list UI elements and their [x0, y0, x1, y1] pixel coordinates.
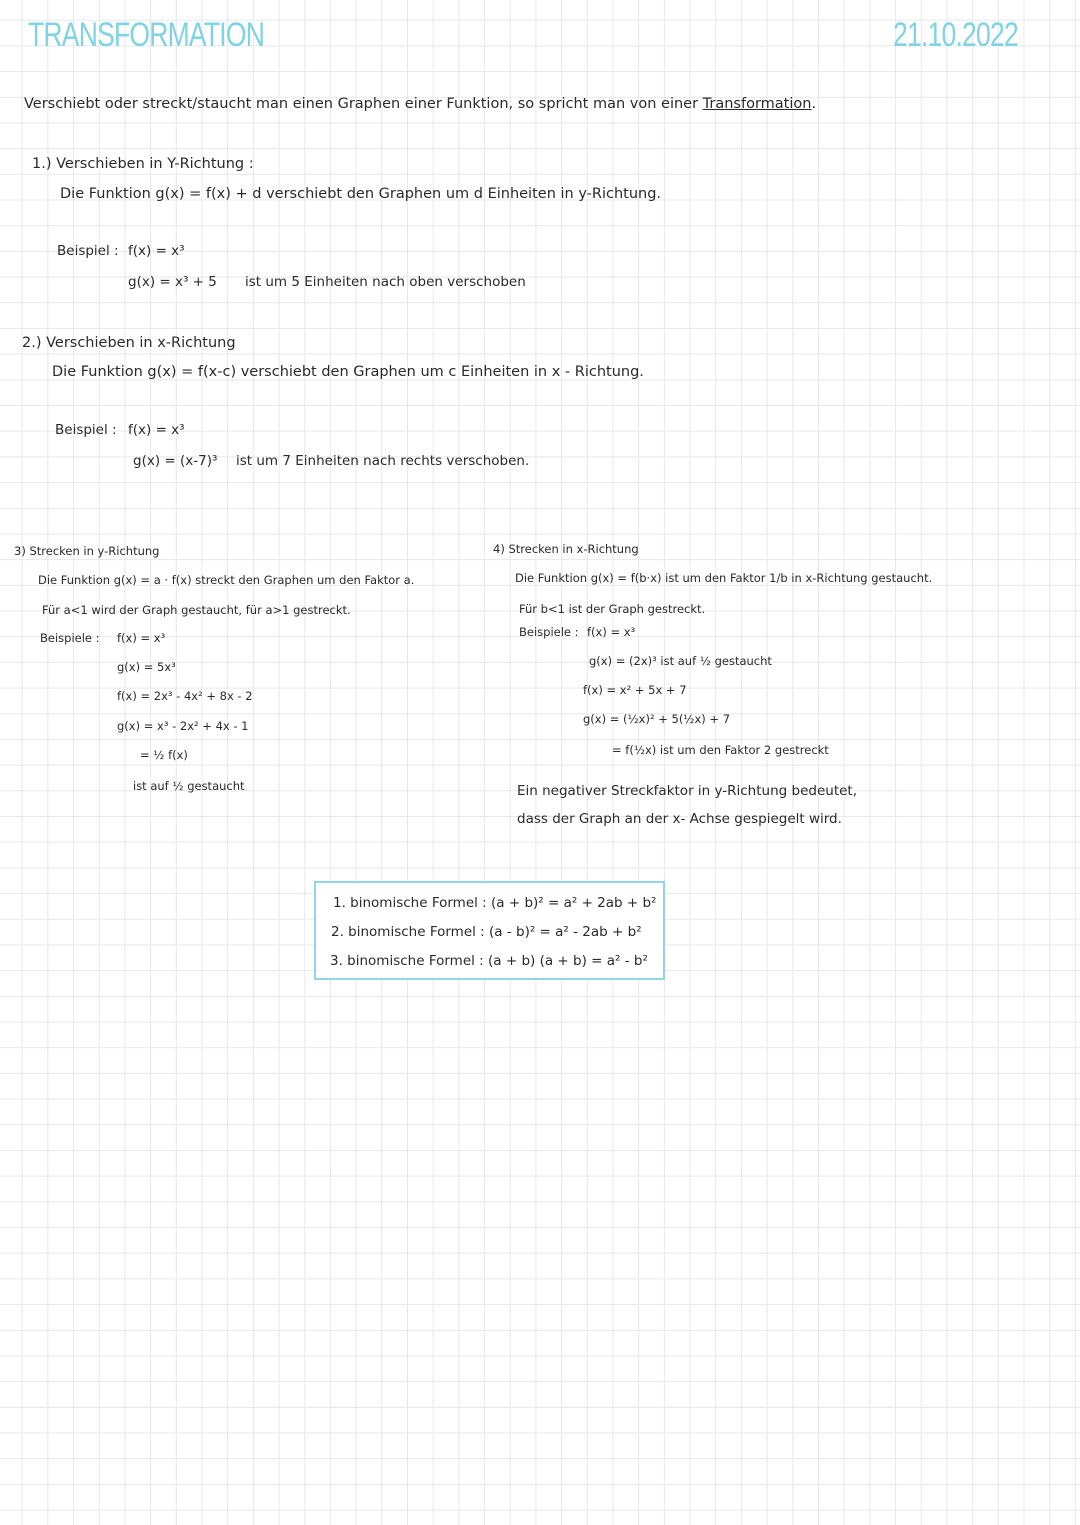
intro-end: . — [811, 96, 817, 112]
section1-rule: Die Funktion g(x) = f(x) + d verschiebt den Graphen um d Einheiten in y-Richtung. — [60, 186, 662, 202]
intro-term: Transformation — [702, 96, 812, 112]
section4-line: g(x) = (½x)² + 5(½x) + 7 — [583, 712, 731, 726]
section1-heading: 1.) Verschieben in Y-Richtung : — [32, 156, 254, 172]
section4-heading: 4) Strecken in x-Richtung — [493, 542, 639, 556]
section4-line: f(x) = x³ — [587, 625, 636, 639]
section4-line: f(x) = x² + 5x + 7 — [583, 683, 687, 697]
section3-example-label: Beispiele : — [40, 631, 100, 645]
section4-note: Ein negativer Streckfaktor in y-Richtung bedeutet, — [517, 783, 857, 799]
page-title: TRANSFORMATION — [28, 16, 265, 54]
binomial-formulas-box — [314, 881, 665, 980]
section3-line: f(x) = x³ — [117, 631, 166, 645]
section3-condition: Für a<1 wird der Graph gestaucht, für a>1 gestreckt. — [42, 603, 351, 617]
intro-text: Verschiebt oder streckt/staucht man einen Graphen einer Funktion, so spricht man von einer — [24, 96, 699, 112]
formula-1: 1. binomische Formel : (a + b)² = a² + 2ab + b² — [333, 895, 657, 911]
section2-heading: 2.) Verschieben in x-Richtung — [22, 335, 236, 351]
section3-line: g(x) = 5x³ — [117, 660, 176, 674]
section2-example-f: f(x) = x³ — [128, 422, 185, 438]
section2-rule: Die Funktion g(x) = f(x-c) verschiebt den Graphen um c Einheiten in x - Richtung. — [52, 364, 644, 380]
section4-condition: Für b<1 ist der Graph gestreckt. — [519, 602, 706, 616]
section2-example-g: g(x) = (x-7)³ — [133, 453, 218, 469]
section4-note: dass der Graph an der x- Achse gespiegelt wird. — [517, 811, 842, 827]
section4-line: g(x) = (2x)³ ist auf ½ gestaucht — [589, 654, 772, 668]
section3-line: ist auf ½ gestaucht — [133, 779, 245, 793]
section3-heading: 3) Strecken in y-Richtung — [14, 544, 160, 558]
section4-rule: Die Funktion g(x) = f(b·x) ist um den Faktor 1/b in x-Richtung gestaucht. — [515, 571, 933, 585]
section3-line: g(x) = x³ - 2x² + 4x - 1 — [117, 719, 249, 733]
section2-example-note: ist um 7 Einheiten nach rechts verschoben. — [236, 453, 530, 469]
section2-example-label: Beispiel : — [55, 422, 117, 438]
section3-rule: Die Funktion g(x) = a · f(x) streckt den Graphen um den Faktor a. — [38, 573, 415, 587]
section4-example-label: Beispiele : — [519, 625, 579, 639]
intro-paragraph — [24, 97, 816, 112]
section1-example-f: f(x) = x³ — [128, 243, 185, 259]
section1-example-note: ist um 5 Einheiten nach oben verschoben — [245, 274, 526, 290]
section1-example-label: Beispiel : — [57, 243, 119, 259]
section3-line: = ½ f(x) — [140, 748, 188, 762]
section4-line: = f(½x) ist um den Faktor 2 gestreckt — [612, 743, 829, 757]
page-date: 21.10.2022 — [893, 16, 1018, 54]
section1-example-g: g(x) = x³ + 5 — [128, 274, 217, 290]
formula-2: 2. binomische Formel : (a - b)² = a² - 2ab + b² — [331, 924, 642, 940]
section3-line: f(x) = 2x³ - 4x² + 8x - 2 — [117, 689, 253, 703]
formula-3: 3. binomische Formel : (a + b) (a + b) = a² - b² — [330, 953, 648, 969]
